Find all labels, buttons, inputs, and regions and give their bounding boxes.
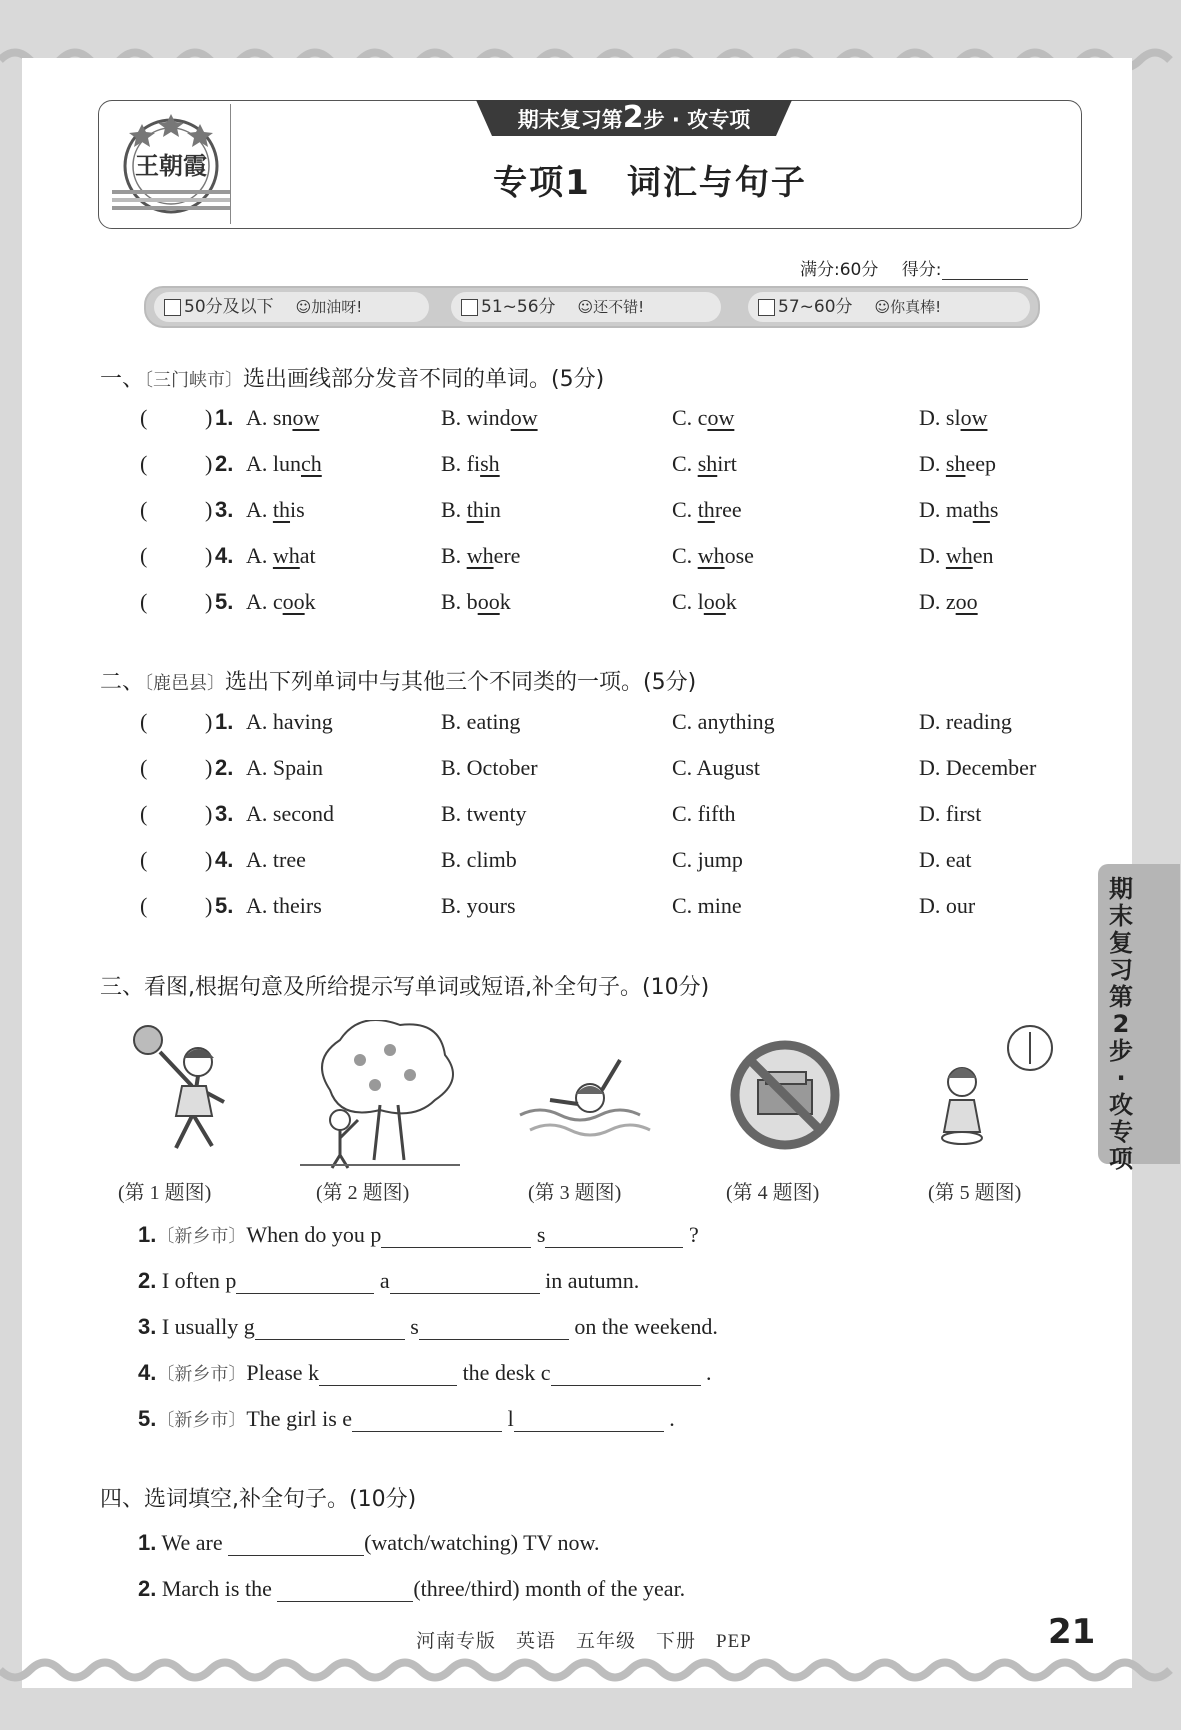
option-text: C. l bbox=[672, 589, 704, 614]
checkbox[interactable] bbox=[758, 299, 775, 316]
option-d: D. eat bbox=[919, 847, 972, 872]
question-row bbox=[0, 589, 1181, 623]
smile-face-icon: ☺ bbox=[577, 298, 594, 316]
option-text: A. bbox=[246, 543, 273, 568]
option-d bbox=[919, 589, 978, 615]
sentence-text: . bbox=[706, 1360, 712, 1385]
answer-bracket-left[interactable]: ( bbox=[140, 709, 148, 734]
region-tag: 〔新乡市〕 bbox=[156, 1364, 247, 1385]
question-row bbox=[0, 405, 1181, 439]
question-number: 1. bbox=[138, 1530, 157, 1555]
section-3-heading: 三、看图,根据句意及所给提示写单词或短语,补全句子。(10分) bbox=[100, 975, 710, 1000]
sentence-text: l bbox=[507, 1406, 514, 1431]
underlined-part: sh bbox=[480, 451, 500, 476]
answer-blank[interactable] bbox=[277, 1577, 413, 1602]
underlined-part: ow bbox=[707, 405, 735, 430]
underlined-part: sh bbox=[697, 451, 718, 476]
picture-caption: (第 5 题图) bbox=[928, 1182, 1022, 1204]
question-number: 2. bbox=[138, 1576, 157, 1601]
question-number: 3. bbox=[138, 1314, 157, 1339]
rating-item: 57~60分 ☺你真棒! bbox=[748, 292, 1030, 322]
sentence-text: the desk c bbox=[462, 1360, 551, 1385]
option-d bbox=[919, 497, 998, 523]
sentence-text: s bbox=[410, 1314, 419, 1339]
underlined-part: ow bbox=[292, 405, 320, 430]
option-text: A. lun bbox=[246, 451, 301, 476]
picture-caption: (第 3 题图) bbox=[528, 1182, 622, 1204]
answer-blank[interactable] bbox=[551, 1361, 701, 1386]
underlined-part: ow bbox=[960, 405, 988, 430]
option-d bbox=[919, 451, 996, 477]
underlined-part: oo bbox=[703, 589, 726, 614]
option-text: B. bbox=[441, 543, 467, 568]
picture-caption: (第 1 题图) bbox=[118, 1182, 212, 1204]
fill-in-question bbox=[138, 1406, 1138, 1432]
option-b bbox=[441, 405, 538, 431]
sentence-text: When do you p bbox=[246, 1222, 382, 1247]
option-b: B. eating bbox=[441, 709, 521, 734]
option-text: D. bbox=[919, 451, 946, 476]
picture-girl-eating-clock bbox=[910, 1020, 1060, 1170]
underlined-part: oo bbox=[955, 589, 978, 614]
answer-bracket-right: ) bbox=[205, 451, 213, 476]
picture-girl-picking-apples bbox=[300, 1020, 460, 1170]
option-text: irt bbox=[717, 451, 737, 476]
option-text: eep bbox=[965, 451, 996, 476]
answer-blank[interactable] bbox=[545, 1223, 683, 1248]
option-text: A. bbox=[246, 497, 273, 522]
option-text: in bbox=[483, 497, 501, 522]
option-b: B. climb bbox=[441, 847, 517, 872]
option-c: C. mine bbox=[672, 893, 742, 918]
underlined-part: wh bbox=[272, 543, 300, 568]
option-text: C. bbox=[672, 451, 698, 476]
picture-girl-playing-ball bbox=[120, 1020, 270, 1170]
option-text: k bbox=[304, 589, 316, 614]
question-number: 1. bbox=[215, 405, 234, 430]
rating-item: 51~56分 ☺还不错! bbox=[451, 292, 721, 322]
region-tag: 〔新乡市〕 bbox=[156, 1226, 247, 1247]
question-row bbox=[0, 497, 1181, 531]
option-text: is bbox=[290, 497, 305, 522]
svg-text:王朝霞: 王朝霞 bbox=[135, 151, 207, 180]
option-d bbox=[919, 405, 987, 431]
option-d: D. reading bbox=[919, 709, 1012, 734]
question-row bbox=[0, 893, 1181, 927]
answer-blank[interactable] bbox=[514, 1407, 664, 1432]
smile-face-icon: ☺ bbox=[295, 298, 312, 316]
sentence-text: We are bbox=[161, 1530, 223, 1555]
answer-bracket-left[interactable]: ( bbox=[140, 543, 148, 568]
option-text: B. wind bbox=[441, 405, 511, 430]
question-number: 3. bbox=[215, 801, 234, 826]
section-1-heading: 一、〔三门峡市〕选出画线部分发音不同的单词。(5分) bbox=[100, 367, 605, 392]
option-d bbox=[919, 543, 994, 569]
question-number: 4. bbox=[215, 847, 234, 872]
option-d: D. December bbox=[919, 755, 1037, 780]
answer-bracket-left[interactable]: ( bbox=[140, 451, 148, 476]
option-c bbox=[672, 543, 754, 569]
underlined-part: th bbox=[272, 497, 291, 522]
question-number: 4. bbox=[138, 1360, 157, 1385]
option-text: A. sn bbox=[246, 405, 293, 430]
option-text: k bbox=[499, 589, 511, 614]
answer-blank[interactable] bbox=[419, 1315, 569, 1340]
rating-item: 50分及以下 ☺加油呀! bbox=[154, 292, 429, 322]
answer-blank[interactable] bbox=[381, 1223, 531, 1248]
option-a: A. Spain bbox=[246, 755, 323, 780]
option-text: B. b bbox=[441, 589, 478, 614]
option-text: C. bbox=[672, 497, 698, 522]
option-c: C. fifth bbox=[672, 801, 736, 826]
sentence-text: Please k bbox=[246, 1360, 320, 1385]
option-a: A. theirs bbox=[246, 893, 322, 918]
answer-bracket-left[interactable]: ( bbox=[140, 755, 148, 780]
question-row bbox=[0, 801, 1181, 835]
score-label: 得分: bbox=[901, 260, 942, 280]
option-a: A. tree bbox=[246, 847, 306, 872]
sentence-text: I usually g bbox=[161, 1314, 255, 1339]
sentence-text: . bbox=[669, 1406, 675, 1431]
option-c: C. August bbox=[672, 755, 761, 780]
option-c bbox=[672, 451, 737, 477]
sentence-text: s bbox=[536, 1222, 546, 1247]
answer-bracket-left[interactable]: ( bbox=[140, 847, 148, 872]
score-line bbox=[800, 255, 1028, 280]
header-banner: 期末复习第2步 · 攻专项 bbox=[517, 100, 751, 135]
question-number: 2. bbox=[138, 1268, 157, 1293]
underlined-part: wh bbox=[466, 543, 494, 568]
section-2-heading: 二、〔鹿邑县〕选出下列单词中与其他三个不同类的一项。(5分) bbox=[100, 670, 697, 695]
fill-in-question bbox=[138, 1576, 1138, 1602]
option-c bbox=[672, 405, 734, 431]
option-text: D. ma bbox=[919, 497, 973, 522]
option-b bbox=[441, 589, 511, 615]
sentence-text: (three/third) month of the year. bbox=[413, 1576, 686, 1601]
option-text: ree bbox=[714, 497, 742, 522]
checkbox[interactable] bbox=[461, 299, 478, 316]
fill-in-question bbox=[138, 1314, 1138, 1340]
answer-bracket-right: ) bbox=[205, 755, 213, 780]
question-row bbox=[0, 543, 1181, 577]
underlined-part: sh bbox=[945, 451, 966, 476]
logo-divider bbox=[230, 104, 231, 224]
option-text: C. c bbox=[672, 405, 708, 430]
answer-blank[interactable] bbox=[236, 1269, 374, 1294]
answer-bracket-left[interactable]: ( bbox=[140, 801, 148, 826]
option-c: C. jump bbox=[672, 847, 743, 872]
underlined-part: oo bbox=[477, 589, 500, 614]
underlined-part: wh bbox=[697, 543, 725, 568]
option-a bbox=[246, 497, 305, 523]
option-a bbox=[246, 451, 322, 477]
answer-bracket-left[interactable]: ( bbox=[140, 589, 148, 614]
option-text: C. bbox=[672, 543, 698, 568]
option-c bbox=[672, 589, 737, 615]
answer-blank[interactable] bbox=[352, 1407, 502, 1432]
answer-blank[interactable] bbox=[228, 1531, 364, 1556]
option-text: ose bbox=[724, 543, 754, 568]
option-d: D. our bbox=[919, 893, 976, 918]
smile-face-icon: ☺ bbox=[874, 298, 891, 316]
option-b bbox=[441, 543, 520, 569]
answer-blank[interactable] bbox=[319, 1361, 457, 1386]
option-d: D. first bbox=[919, 801, 982, 826]
picture-caption: (第 2 题图) bbox=[316, 1182, 410, 1204]
option-text: D. sl bbox=[919, 405, 961, 430]
fill-in-question bbox=[138, 1222, 1138, 1248]
question-number: 5. bbox=[215, 893, 234, 918]
question-row bbox=[0, 847, 1181, 881]
underlined-part: th bbox=[972, 497, 990, 522]
picture-no-books-sign bbox=[710, 1020, 860, 1170]
option-b: B. October bbox=[441, 755, 538, 780]
question-number: 1. bbox=[215, 709, 234, 734]
question-number: 2. bbox=[215, 451, 234, 476]
question-number: 4. bbox=[215, 543, 234, 568]
question-number: 5. bbox=[215, 589, 234, 614]
section-4-heading: 四、选词填空,补全句子。(10分) bbox=[100, 1487, 417, 1512]
picture-boy-swimming bbox=[510, 1020, 660, 1170]
option-text: D. z bbox=[919, 589, 956, 614]
answer-bracket-right: ) bbox=[205, 497, 213, 522]
option-text: k bbox=[725, 589, 737, 614]
picture-caption: (第 4 题图) bbox=[726, 1182, 820, 1204]
sentence-text: March is the bbox=[161, 1576, 272, 1601]
answer-bracket-right: ) bbox=[205, 801, 213, 826]
option-text: A. c bbox=[246, 589, 283, 614]
question-number: 5. bbox=[138, 1406, 157, 1431]
sentence-text: on the weekend. bbox=[574, 1314, 718, 1339]
sentence-text: in autumn. bbox=[545, 1268, 640, 1293]
question-row bbox=[0, 755, 1181, 789]
answer-bracket-right: ) bbox=[205, 893, 213, 918]
answer-bracket-left[interactable]: ( bbox=[140, 497, 148, 522]
option-text: s bbox=[989, 497, 999, 522]
option-a: A. having bbox=[246, 709, 333, 734]
side-tab-label: 期末复习第2步·攻专项 bbox=[1109, 875, 1133, 1173]
question-row bbox=[0, 709, 1181, 743]
option-text: B. bbox=[441, 497, 467, 522]
option-text: en bbox=[972, 543, 994, 568]
underlined-part: oo bbox=[282, 589, 305, 614]
checkbox[interactable] bbox=[164, 299, 181, 316]
option-b bbox=[441, 451, 500, 477]
option-a bbox=[246, 543, 316, 569]
underlined-part: ch bbox=[301, 451, 322, 476]
page-title: 专项1 词汇与句子 bbox=[493, 163, 807, 203]
sentence-text: ? bbox=[688, 1222, 699, 1247]
score-blank[interactable] bbox=[942, 261, 1028, 280]
sentence-text: a bbox=[379, 1268, 390, 1293]
fill-in-question bbox=[138, 1360, 1138, 1386]
region-tag: 〔新乡市〕 bbox=[156, 1410, 247, 1431]
option-a: A. second bbox=[246, 801, 334, 826]
logo-seal bbox=[112, 108, 230, 218]
footer-info: 河南专版 英语 五年级 下册 PEP bbox=[416, 1631, 752, 1652]
answer-bracket-right: ) bbox=[205, 543, 213, 568]
answer-bracket-right: ) bbox=[205, 405, 213, 430]
underlined-part: th bbox=[697, 497, 715, 522]
option-text: D. bbox=[919, 543, 946, 568]
answer-bracket-right: ) bbox=[205, 709, 213, 734]
answer-bracket-left[interactable]: ( bbox=[140, 405, 148, 430]
sentence-text: (watch/watching) TV now. bbox=[364, 1530, 600, 1555]
sentence-text: The girl is e bbox=[246, 1406, 353, 1431]
underlined-part: ow bbox=[510, 405, 538, 430]
answer-bracket-left[interactable]: ( bbox=[140, 893, 148, 918]
page-number: 21 bbox=[1048, 1612, 1096, 1652]
option-text: at bbox=[299, 543, 316, 568]
option-text: ere bbox=[493, 543, 521, 568]
answer-bracket-right: ) bbox=[205, 589, 213, 614]
option-b: B. twenty bbox=[441, 801, 527, 826]
option-a bbox=[246, 589, 316, 615]
option-b: B. yours bbox=[441, 893, 516, 918]
question-number: 2. bbox=[215, 755, 234, 780]
question-number: 1. bbox=[138, 1222, 157, 1247]
answer-bracket-right: ) bbox=[205, 847, 213, 872]
full-score: 满分:60分 bbox=[800, 260, 879, 280]
option-b bbox=[441, 497, 501, 523]
option-c bbox=[672, 497, 742, 523]
option-a bbox=[246, 405, 319, 431]
fill-in-question bbox=[138, 1268, 1138, 1294]
question-row bbox=[0, 451, 1181, 485]
answer-blank[interactable] bbox=[255, 1315, 405, 1340]
option-c: C. anything bbox=[672, 709, 775, 734]
underlined-part: th bbox=[466, 497, 484, 522]
sentence-text: I often p bbox=[161, 1268, 237, 1293]
underlined-part: wh bbox=[945, 543, 973, 568]
rating-bar bbox=[144, 286, 1040, 328]
answer-blank[interactable] bbox=[390, 1269, 540, 1294]
question-number: 3. bbox=[215, 497, 234, 522]
option-text: B. fi bbox=[441, 451, 481, 476]
fill-in-question bbox=[138, 1530, 1138, 1556]
